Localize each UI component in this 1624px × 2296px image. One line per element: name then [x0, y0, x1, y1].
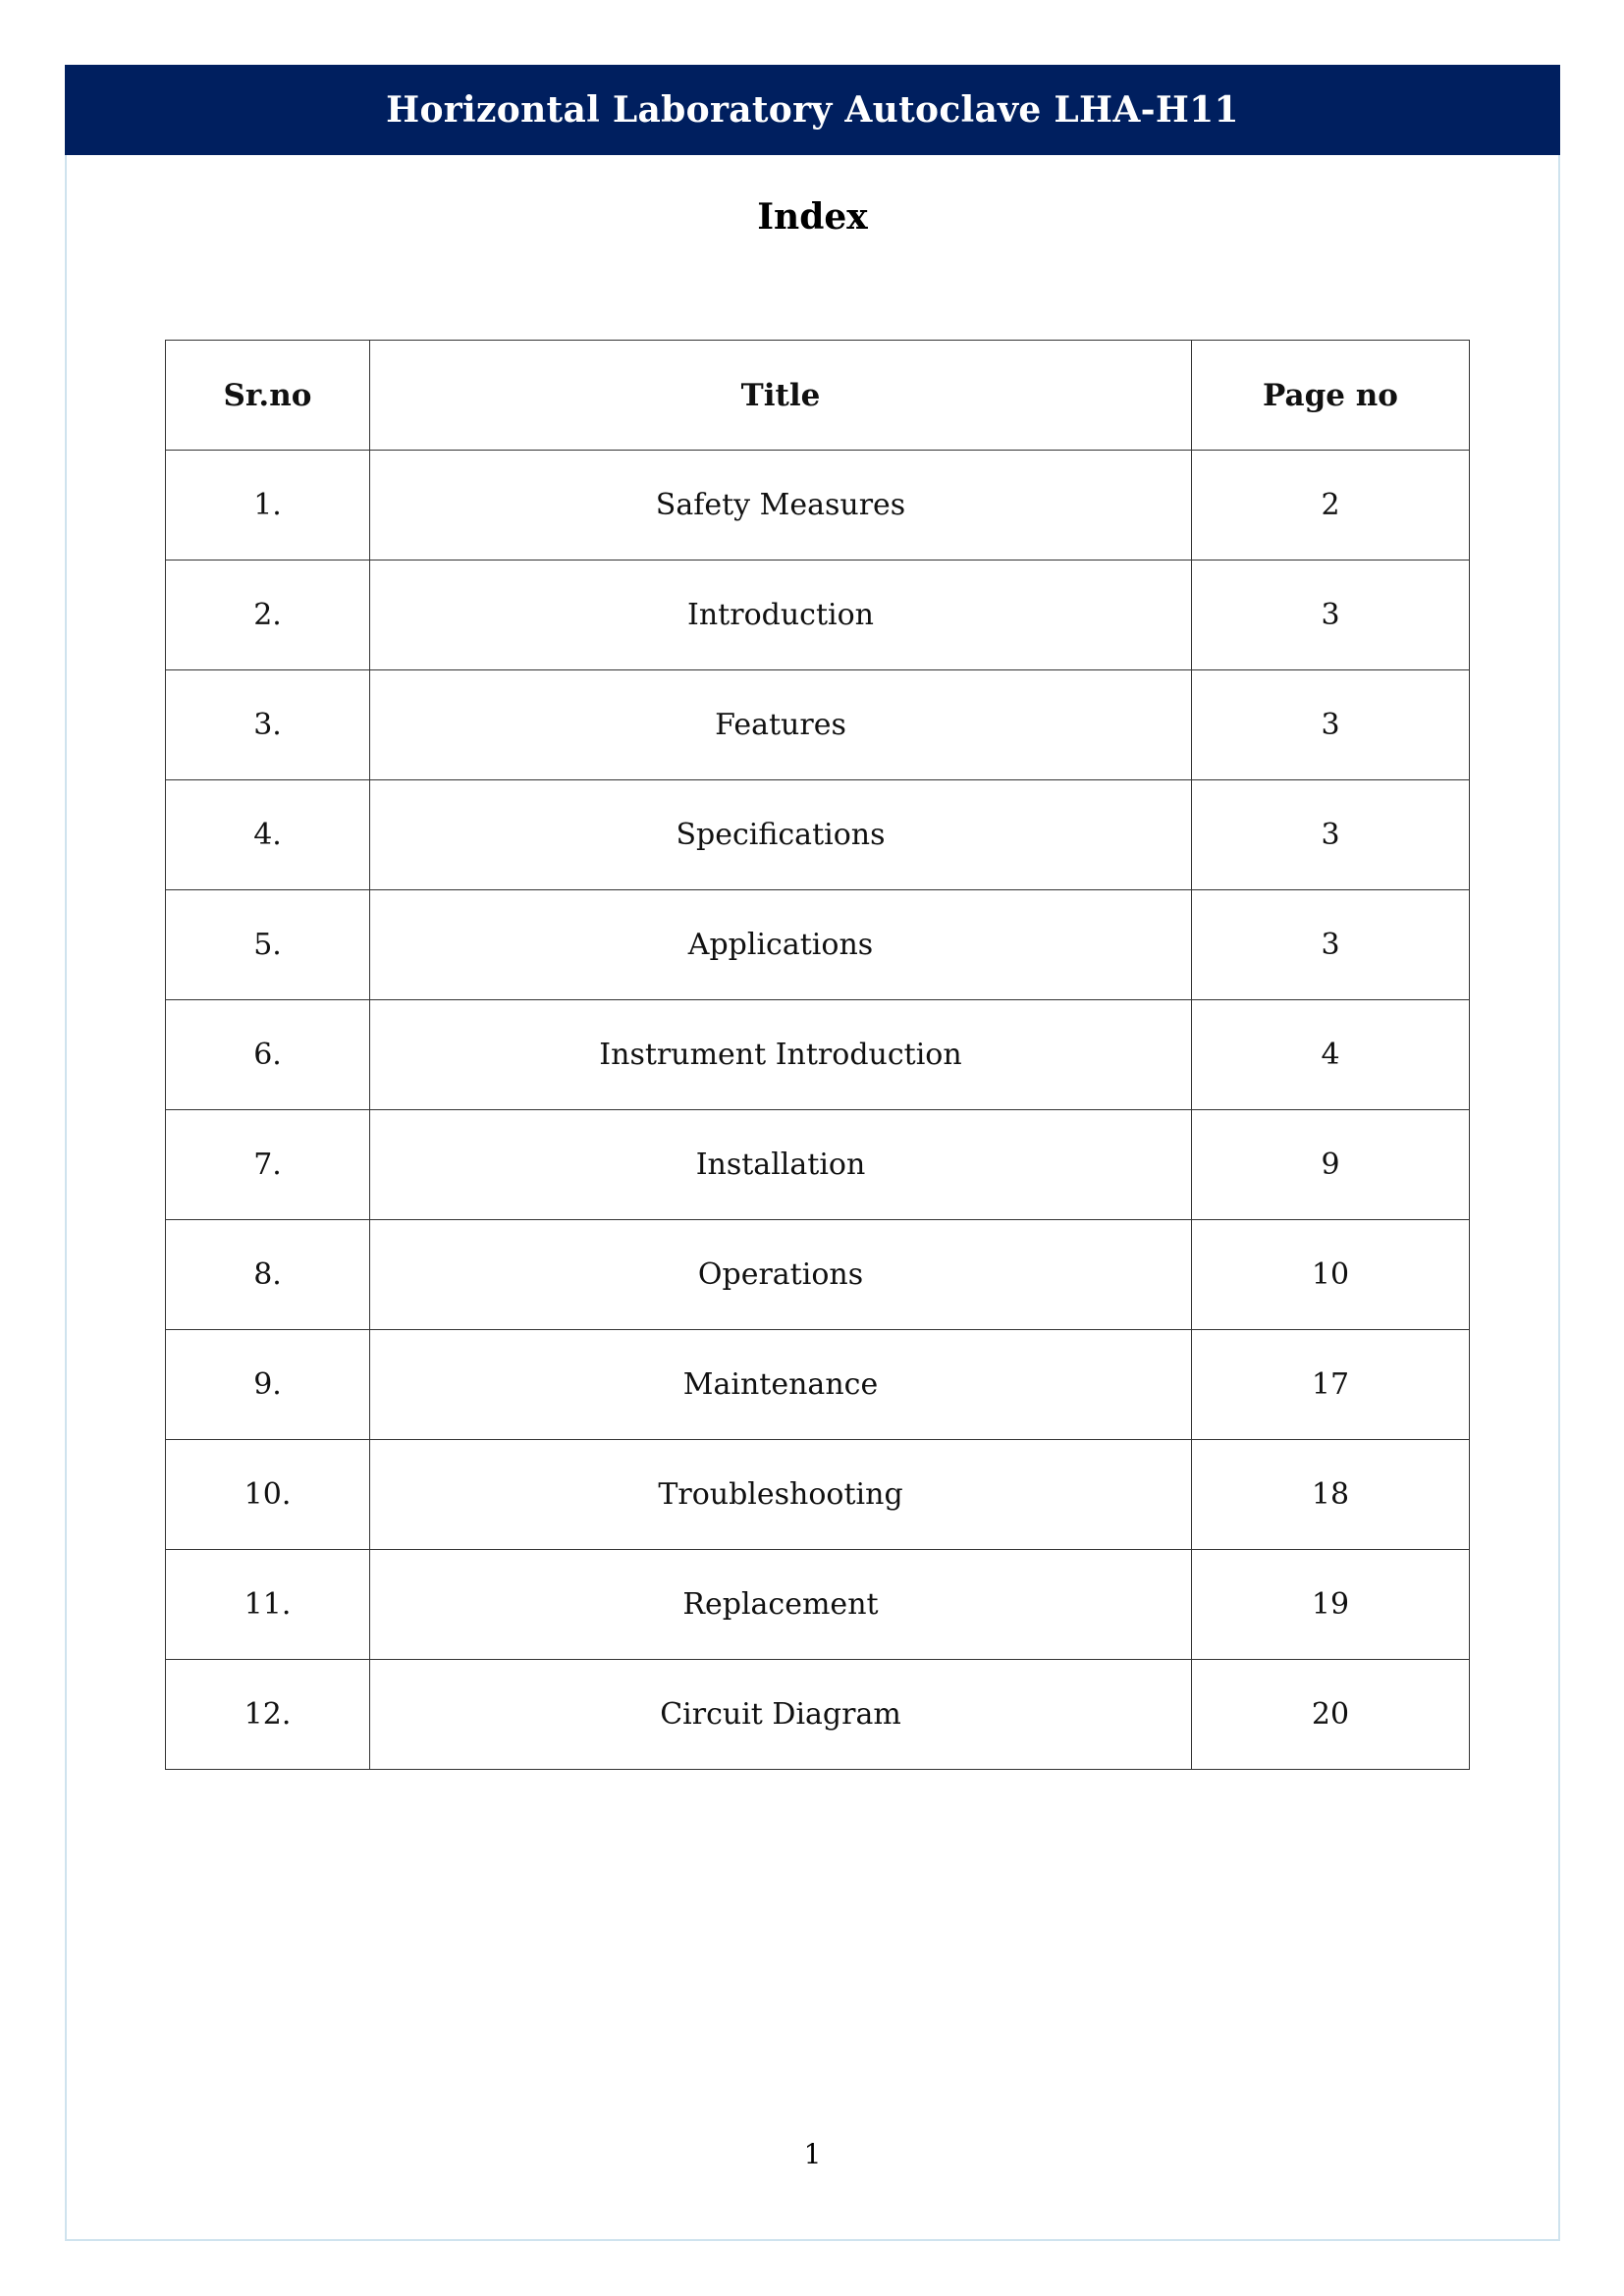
row-title: Installation	[370, 1110, 1192, 1220]
table-row	[166, 780, 1470, 890]
row-sr-no: 4.	[166, 780, 370, 890]
row-title: Operations	[370, 1220, 1192, 1330]
row-sr-no: 10.	[166, 1440, 370, 1550]
table-row	[166, 1000, 1470, 1110]
table-row	[166, 1660, 1470, 1770]
row-sr-no: 3.	[166, 670, 370, 780]
header-sr-no: Sr.no	[166, 341, 370, 451]
row-title: Maintenance	[370, 1330, 1192, 1440]
row-title: Troubleshooting	[370, 1440, 1192, 1550]
table-row	[166, 670, 1470, 780]
row-page-no: 2	[1192, 451, 1470, 561]
row-page-no: 3	[1192, 780, 1470, 890]
row-title: Applications	[370, 890, 1192, 1000]
table-row	[166, 1220, 1470, 1330]
table-row	[166, 890, 1470, 1000]
table-row	[166, 1440, 1470, 1550]
table-row	[166, 451, 1470, 561]
row-page-no: 19	[1192, 1550, 1470, 1660]
row-sr-no: 9.	[166, 1330, 370, 1440]
row-page-no: 3	[1192, 561, 1470, 670]
page-number: 1	[803, 2138, 822, 2170]
row-sr-no: 8.	[166, 1220, 370, 1330]
row-title: Features	[370, 670, 1192, 780]
row-page-no: 4	[1192, 1000, 1470, 1110]
table-row	[166, 1330, 1470, 1440]
table-row	[166, 1550, 1470, 1660]
document-title: Horizontal Laboratory Autoclave LHA-H11	[386, 89, 1239, 131]
header-page-no: Page no	[1192, 341, 1470, 451]
row-page-no: 18	[1192, 1440, 1470, 1550]
index-heading: Index	[757, 196, 868, 238]
row-title: Circuit Diagram	[370, 1660, 1192, 1770]
row-sr-no: 6.	[166, 1000, 370, 1110]
row-sr-no: 2.	[166, 561, 370, 670]
header-bar	[65, 65, 1560, 155]
row-title: Safety Measures	[370, 451, 1192, 561]
row-sr-no: 11.	[166, 1550, 370, 1660]
table-row	[166, 1110, 1470, 1220]
row-sr-no: 12.	[166, 1660, 370, 1770]
row-sr-no: 5.	[166, 890, 370, 1000]
row-page-no: 3	[1192, 670, 1470, 780]
row-title: Replacement	[370, 1550, 1192, 1660]
row-page-no: 3	[1192, 890, 1470, 1000]
row-page-no: 9	[1192, 1110, 1470, 1220]
row-sr-no: 7.	[166, 1110, 370, 1220]
row-page-no: 10	[1192, 1220, 1470, 1330]
table-row	[166, 561, 1470, 670]
row-title: Instrument Introduction	[370, 1000, 1192, 1110]
row-page-no: 20	[1192, 1660, 1470, 1770]
index-table	[165, 340, 1470, 1770]
row-sr-no: 1.	[166, 451, 370, 561]
row-page-no: 17	[1192, 1330, 1470, 1440]
header-title: Title	[370, 341, 1192, 451]
table-header-row	[166, 341, 1470, 451]
row-title: Introduction	[370, 561, 1192, 670]
row-title: Specifications	[370, 780, 1192, 890]
